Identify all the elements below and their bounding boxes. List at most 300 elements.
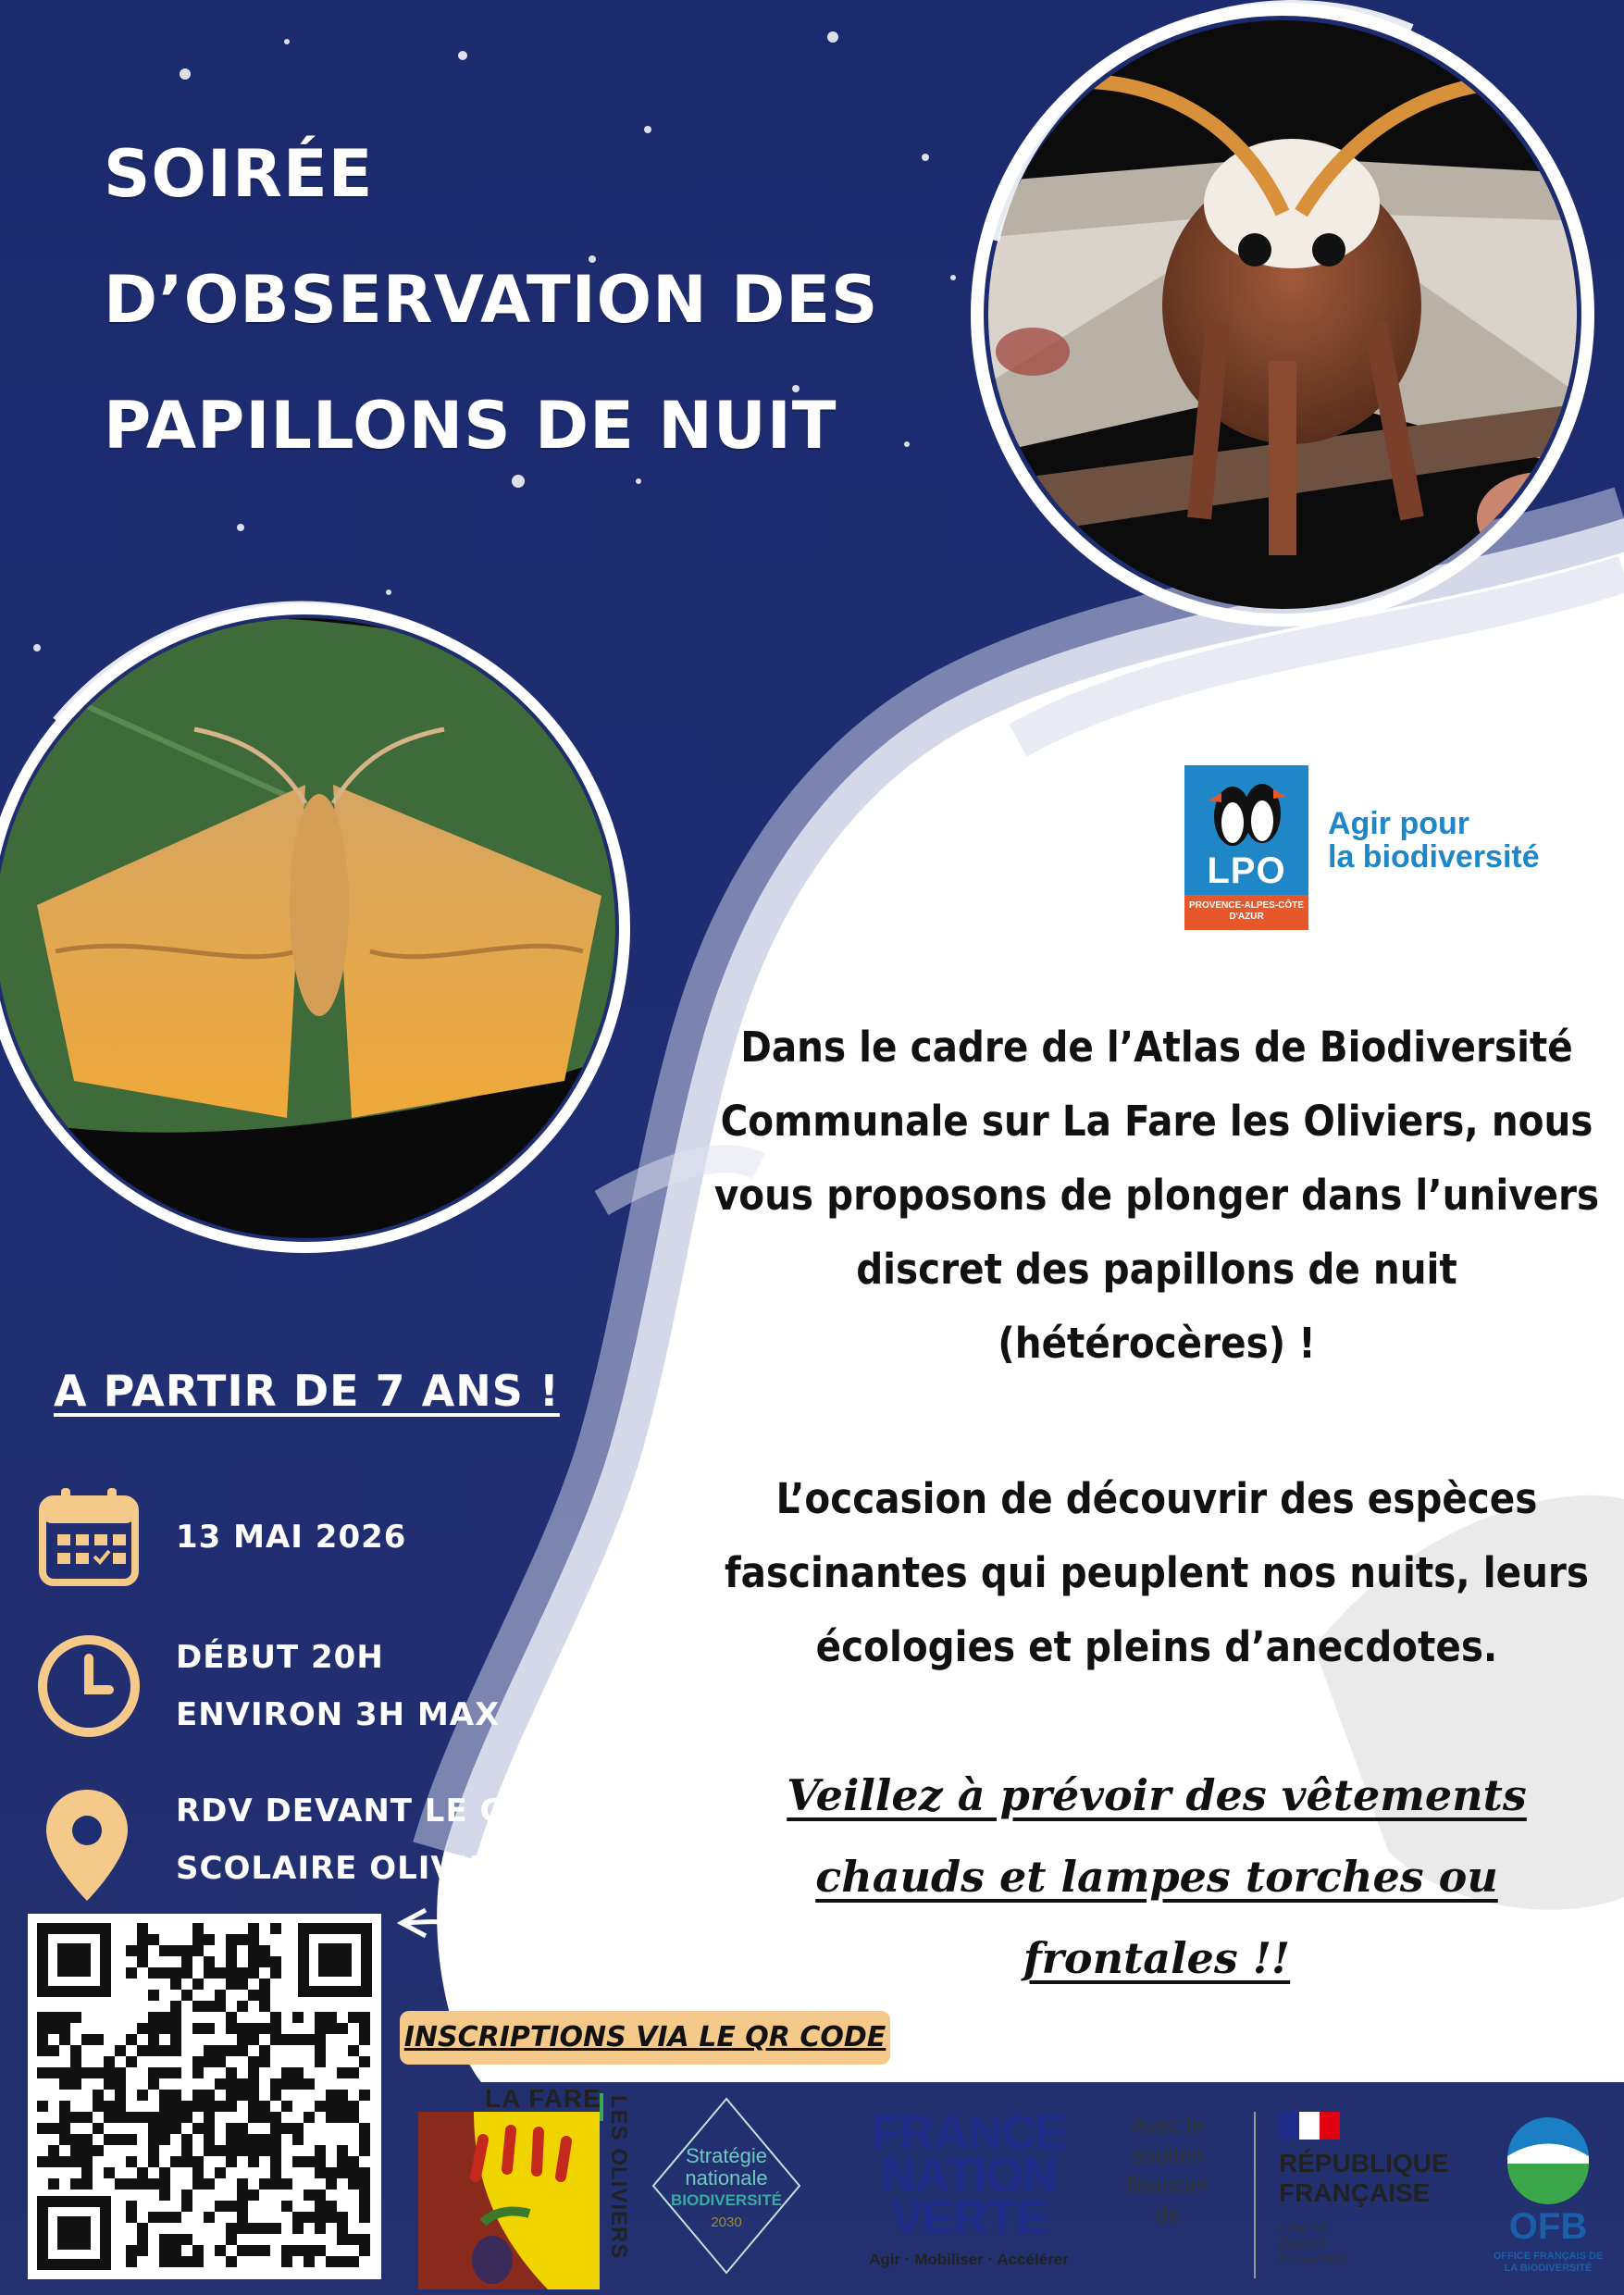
qr-module: [115, 2045, 126, 2056]
qr-module: [159, 2134, 170, 2145]
qr-module: [215, 2145, 226, 2156]
qr-module: [137, 2023, 148, 2034]
qr-module: [270, 2145, 281, 2156]
qr-module: [37, 2034, 48, 2045]
qr-module: [115, 2112, 126, 2123]
qr-module: [348, 2101, 359, 2112]
qr-module: [326, 2201, 337, 2212]
qr-module: [170, 2212, 181, 2223]
occasion-line-1: L’occasion de découvrir des espèces: [775, 1474, 1538, 1523]
qr-module: [337, 2167, 348, 2178]
qr-module: [326, 2178, 337, 2190]
qr-module: [359, 2090, 370, 2101]
fnv-subtitle: Agir · Mobiliser · Accélérer: [869, 2251, 1069, 2268]
qr-module: [148, 2012, 159, 2023]
qr-module: [137, 2112, 148, 2123]
qr-module: [59, 2156, 70, 2167]
qr-module: [226, 2045, 237, 2056]
title-line-2: D’OBSERVATION DES: [104, 262, 879, 338]
qr-module: [315, 2223, 326, 2234]
qr-module: [104, 2134, 115, 2145]
qr-module: [192, 2167, 204, 2178]
qr-module: [337, 2212, 348, 2223]
qr-module: [148, 2067, 159, 2078]
qr-module: [204, 2090, 215, 2101]
qr-module: [359, 2134, 370, 2145]
qr-module: [270, 1956, 281, 1967]
qr-module: [148, 2145, 159, 2156]
qr-module: [159, 2212, 170, 2223]
qr-module: [192, 2178, 204, 2190]
qr-module: [148, 2112, 159, 2123]
qr-module: [226, 2090, 237, 2101]
qr-module: [48, 2067, 59, 2078]
qr-module: [115, 2090, 126, 2101]
qr-module: [304, 2078, 315, 2090]
qr-module: [337, 2112, 348, 2123]
qr-module: [304, 2156, 315, 2167]
qr-module: [337, 2145, 348, 2156]
qr-module: [70, 2156, 81, 2167]
rf-motto-1: Liberté: [1279, 2221, 1327, 2236]
qr-module: [337, 2234, 348, 2245]
qr-module: [126, 2112, 137, 2123]
qr-module: [270, 2178, 281, 2190]
qr-module: [359, 2167, 370, 2178]
qr-module: [181, 1967, 192, 1979]
qr-module: [348, 2156, 359, 2167]
qr-module: [237, 2178, 248, 2190]
qr-module: [281, 2256, 292, 2267]
la-fare-emblem: [418, 2084, 603, 2289]
qr-module: [181, 2256, 192, 2267]
lpo-tagline-line-2: la biodiversité: [1328, 839, 1540, 875]
qr-module: [315, 2101, 326, 2112]
qr-module: [226, 2123, 237, 2134]
qr-module: [115, 2067, 126, 2078]
qr-module: [192, 2023, 204, 2034]
qr-module: [215, 1967, 226, 1979]
qr-module: [270, 2167, 281, 2178]
qr-module: [192, 1934, 204, 1945]
qr-module: [81, 2112, 93, 2123]
qr-module: [259, 2134, 270, 2145]
qr-module: [204, 2045, 215, 2056]
qr-module: [148, 1967, 159, 1979]
qr-module: [37, 2156, 48, 2167]
qr-module: [126, 2134, 137, 2145]
qr-module: [204, 2101, 215, 2112]
qr-module: [281, 2034, 292, 2045]
qr-module: [170, 2256, 181, 2267]
qr-module: [192, 2056, 204, 2067]
qr-module: [281, 2101, 292, 2112]
qr-module: [126, 2212, 137, 2223]
qr-module: [226, 2201, 237, 2212]
qr-module: [226, 2012, 237, 2023]
occasion-paragraph: [703, 1462, 1610, 1684]
qr-module: [70, 2067, 81, 2078]
ofb-name: OFB: [1508, 2206, 1588, 2247]
qr-module: [348, 2067, 359, 2078]
calendar-icon: [37, 1484, 141, 1588]
strategie-line-2: nationale: [685, 2166, 768, 2190]
qr-module: [270, 2223, 281, 2234]
qr-module: [292, 2245, 304, 2256]
qr-module: [226, 2023, 237, 2034]
qr-module: [204, 1934, 215, 1945]
location-pin-icon: [41, 1786, 133, 1906]
qr-module: [192, 2101, 204, 2112]
qr-module: [315, 2045, 326, 2056]
qr-module: [192, 1979, 204, 1990]
qr-module: [159, 2245, 170, 2256]
qr-module: [137, 1923, 148, 1934]
qr-module: [248, 1990, 259, 2001]
qr-module: [148, 2212, 159, 2223]
qr-module: [315, 2201, 326, 2212]
qr-module: [248, 2112, 259, 2123]
qr-module: [292, 2212, 304, 2223]
qr-module: [281, 2067, 292, 2078]
qr-module: [359, 2023, 370, 2034]
qr-module: [348, 2178, 359, 2190]
qr-module: [348, 2045, 359, 2056]
occasion-line-3: écologies et pleins d’anecdotes.: [815, 1622, 1498, 1671]
qr-module: [37, 2067, 48, 2078]
qr-module: [93, 2034, 104, 2045]
qr-module: [148, 2134, 159, 2145]
qr-module: [137, 2234, 148, 2245]
qr-module: [37, 2123, 48, 2134]
qr-module: [204, 1967, 215, 1979]
qr-module: [359, 2245, 370, 2256]
qr-module: [104, 2101, 115, 2112]
qr-module: [159, 2178, 170, 2190]
qr-module: [226, 2145, 237, 2156]
qr-module: [270, 2123, 281, 2134]
qr-module: [237, 2212, 248, 2223]
qr-module: [181, 2101, 192, 2112]
qr-module: [215, 2001, 226, 2012]
qr-module: [48, 2178, 59, 2190]
qr-module: [248, 2034, 259, 2045]
qr-module: [170, 1945, 181, 1956]
qr-module: [181, 2190, 192, 2201]
qr-module: [170, 2101, 181, 2112]
qr-module: [137, 2090, 148, 2101]
qr-module: [204, 2145, 215, 2156]
qr-module: [226, 2134, 237, 2145]
qr-module: [248, 2145, 259, 2156]
qr-module: [359, 2201, 370, 2212]
qr-module: [126, 2034, 137, 2045]
qr-module: [315, 2034, 326, 2045]
qr-module: [159, 2012, 170, 2023]
qr-module: [337, 2067, 348, 2078]
qr-module: [159, 2167, 170, 2178]
marianne-flag-icon: [1279, 2112, 1344, 2140]
qr-module: [159, 2256, 170, 2267]
qr-module: [148, 2023, 159, 2034]
qr-module: [226, 2234, 237, 2245]
qr-module: [259, 2112, 270, 2123]
qr-module: [148, 2156, 159, 2167]
qr-module: [104, 2056, 115, 2067]
qr-module: [192, 2245, 204, 2256]
qr-module: [259, 2178, 270, 2190]
qr-module: [192, 2001, 204, 2012]
qr-module: [304, 2112, 315, 2123]
qr-module: [192, 2123, 204, 2134]
logo-divider: [1254, 2112, 1256, 2278]
qr-module: [159, 2190, 170, 2201]
qr-module: [248, 1956, 259, 1967]
qr-module: [315, 2245, 326, 2256]
qr-module: [248, 2223, 259, 2234]
qr-module: [192, 1923, 204, 1934]
qr-module: [270, 1923, 281, 1934]
qr-module: [326, 2090, 337, 2101]
event-start: DÉBUT 20H: [176, 1639, 384, 1676]
clock-icon: [35, 1632, 143, 1740]
qr-module: [304, 2245, 315, 2256]
qr-module: [304, 2212, 315, 2223]
qr-module: [126, 1967, 137, 1979]
qr-module: [281, 2178, 292, 2190]
qr-module: [292, 2067, 304, 2078]
qr-module: [326, 2023, 337, 2034]
qr-module: [248, 2245, 259, 2256]
qr-module: [204, 2112, 215, 2123]
qr-module: [81, 2067, 93, 2078]
qr-module: [226, 2223, 237, 2234]
qr-module: [170, 2067, 181, 2078]
qr-module: [270, 1967, 281, 1979]
qr-module: [181, 2234, 192, 2245]
qr-module: [248, 1945, 259, 1956]
qr-module: [237, 2078, 248, 2090]
qr-module: [215, 1990, 226, 2001]
qr-module: [237, 2123, 248, 2134]
qr-module: [337, 2223, 348, 2234]
qr-module: [337, 2156, 348, 2167]
ofb-emblem: [1488, 2112, 1608, 2204]
age-requirement: A PARTIR DE 7 ANS !: [54, 1366, 560, 1416]
qr-module: [104, 2067, 115, 2078]
la-fare-logo: [418, 2084, 631, 2289]
event-place: [176, 1782, 674, 1897]
qr-module: [170, 1967, 181, 1979]
qr-module: [337, 2256, 348, 2267]
fnv-line-3: VERTE: [890, 2191, 1048, 2245]
title-line-3: PAPILLONS DE NUIT: [104, 388, 837, 464]
qr-module: [70, 2112, 81, 2123]
qr-module: [115, 2178, 126, 2190]
qr-module: [104, 2167, 115, 2178]
intro-paragraph: [703, 1011, 1610, 1381]
qr-module: [104, 2112, 115, 2123]
qr-module: [304, 2256, 315, 2267]
qr-module: [337, 2101, 348, 2112]
qr-module: [170, 2023, 181, 2034]
qr-module: [192, 2256, 204, 2267]
qr-module: [81, 2134, 93, 2145]
qr-module: [259, 2223, 270, 2234]
qr-module: [159, 2045, 170, 2056]
qr-module: [81, 2034, 93, 2045]
qr-module: [359, 2212, 370, 2223]
qr-module: [237, 1967, 248, 1979]
qr-module: [270, 2156, 281, 2167]
qr-module: [215, 2101, 226, 2112]
ofb-logo: [1488, 2112, 1608, 2288]
qr-module: [237, 2145, 248, 2156]
qr-module: [204, 1956, 215, 1967]
qr-module: [181, 1956, 192, 1967]
qr-module: [248, 2190, 259, 2201]
qr-module: [237, 2190, 248, 2201]
qr-module: [170, 2245, 181, 2256]
arrow-icon: [389, 1904, 601, 2016]
qr-module: [348, 2167, 359, 2178]
qr-module: [281, 2123, 292, 2134]
qr-module: [159, 1967, 170, 1979]
qr-module: [237, 2090, 248, 2101]
lpo-badge-text: LPO: [1207, 850, 1286, 891]
qr-module: [226, 1979, 237, 1990]
qr-module: [148, 2045, 159, 2056]
event-time: [176, 1629, 500, 1743]
qr-module: [181, 2112, 192, 2123]
qr-module: [304, 2190, 315, 2201]
qr-module: [359, 2190, 370, 2201]
qr-module: [237, 2023, 248, 2034]
qr-module: [204, 2134, 215, 2145]
qr-module: [70, 2078, 81, 2090]
qr-module: [181, 2145, 192, 2156]
qr-module: [237, 1979, 248, 1990]
qr-module: [259, 2101, 270, 2112]
qr-module: [281, 2201, 292, 2212]
qr-module: [215, 2056, 226, 2067]
qr-module: [292, 2134, 304, 2145]
qr-module: [170, 2001, 181, 2012]
qr-module: [248, 2067, 259, 2078]
qr-module: [37, 2023, 48, 2034]
qr-module: [359, 2012, 370, 2023]
strategie-line-3: BIODIVERSITÉ: [671, 2191, 782, 2209]
qr-module: [70, 2134, 81, 2145]
qr-module: [270, 2034, 281, 2045]
qr-module: [48, 2123, 59, 2134]
qr-module: [292, 2012, 304, 2023]
qr-module: [237, 2045, 248, 2056]
qr-module: [226, 2156, 237, 2167]
qr-module: [204, 2023, 215, 2034]
rf-line-1: RÉPUBLIQUE: [1279, 2149, 1449, 2177]
qr-module: [259, 2001, 270, 2012]
qr-module: [93, 2090, 104, 2101]
qr-module: [148, 1934, 159, 1945]
qr-module: [137, 1934, 148, 1945]
qr-module: [259, 1990, 270, 2001]
qr-module: [48, 2145, 59, 2156]
qr-module: [292, 2156, 304, 2167]
qr-module: [126, 2178, 137, 2190]
lpo-region: PROVENCE-ALPES-CÔTE D'AZUR: [1184, 895, 1308, 930]
qr-module: [70, 2012, 81, 2023]
qr-module: [159, 2123, 170, 2134]
qr-module: [126, 2256, 137, 2267]
qr-module: [237, 1934, 248, 1945]
qr-module: [159, 2090, 170, 2101]
qr-module: [270, 2012, 281, 2023]
registration-qr-code[interactable]: [28, 1914, 381, 2279]
qr-module: [204, 2001, 215, 2012]
qr-module: [70, 2056, 81, 2067]
qr-module: [315, 2212, 326, 2223]
qr-module: [226, 2101, 237, 2112]
qr-module: [259, 2245, 270, 2256]
qr-module: [181, 2201, 192, 2212]
qr-module: [59, 2012, 70, 2023]
qr-module: [192, 2067, 204, 2078]
event-place-line-1: RDV DEVANT LE GROUPE: [176, 1793, 633, 1830]
qr-module: [259, 1945, 270, 1956]
qr-module: [248, 2101, 259, 2112]
intro-line-4: discret des papillons de nuit: [856, 1245, 1457, 1294]
qr-module: [59, 2134, 70, 2145]
qr-module: [226, 2256, 237, 2267]
qr-module: [159, 2234, 170, 2245]
qr-module: [59, 2123, 70, 2134]
qr-module: [48, 2023, 59, 2034]
qr-module: [359, 2034, 370, 2045]
qr-module: [126, 1945, 137, 1956]
qr-module: [248, 1967, 259, 1979]
qr-module: [259, 2023, 270, 2034]
qr-module: [281, 2245, 292, 2256]
qr-module: [237, 2001, 248, 2012]
warning-line-2: chauds et lampes torches ou: [815, 1852, 1498, 1902]
lpo-logo: [1184, 765, 1612, 932]
qr-module: [215, 2078, 226, 2090]
qr-module: [170, 2112, 181, 2123]
qr-module: [337, 2090, 348, 2101]
rf-motto-3: Fraternité: [1279, 2252, 1346, 2267]
qr-module: [126, 2245, 137, 2256]
qr-module: [81, 2156, 93, 2167]
ofb-subtitle: OFFICE FRANÇAIS DE LA BIODIVERSITÉ: [1493, 2251, 1604, 2274]
qr-module: [159, 1945, 170, 1956]
event-title: [104, 111, 918, 489]
qr-module: [281, 2078, 292, 2090]
qr-module: [215, 2045, 226, 2056]
qr-module: [326, 2112, 337, 2123]
qr-module: [226, 2078, 237, 2090]
qr-module: [181, 1945, 192, 1956]
qr-module: [148, 2034, 159, 2045]
qr-module: [115, 2078, 126, 2090]
qr-module: [315, 2023, 326, 2034]
qr-module: [70, 2178, 81, 2190]
qr-module: [148, 1990, 159, 2001]
qr-module: [292, 2078, 304, 2090]
intro-line-1: Dans le cadre de l’Atlas de Biodiversité: [740, 1023, 1573, 1072]
qr-module: [48, 2156, 59, 2167]
qr-module: [126, 2201, 137, 2212]
